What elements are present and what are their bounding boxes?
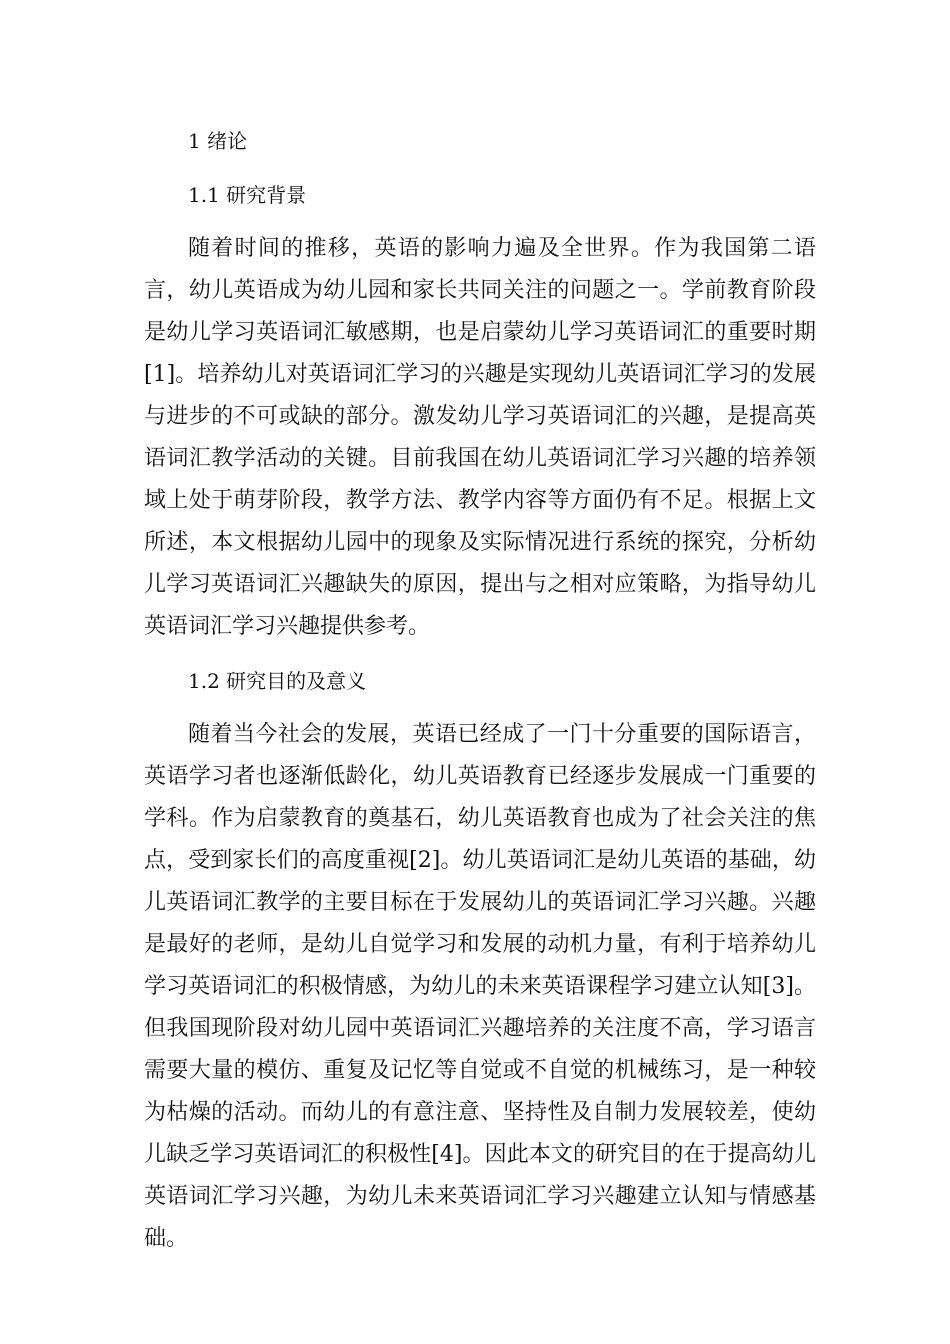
- document-body: [144, 120, 816, 1260]
- section-heading-1-1: 1.1 研究背景: [188, 183, 307, 207]
- section-heading-1-2: 1.2 研究目的及意义: [188, 669, 367, 693]
- chapter-heading: 1 绪论: [188, 129, 248, 153]
- paragraph-background: 随着时间的推移，英语的影响力遍及全世界。作为我国第二语言，幼儿英语成为幼儿园和家长共同关注的问题之一。学前教育阶段是幼儿学习英语词汇敏感期，也是启蒙幼儿学习英语词汇的重要时期[1]。培养幼儿对英语词汇学习的兴趣是实现幼儿英语词汇学习的发展与进步的不可或缺的部分。激发幼儿学习英语词汇的兴趣，是提高英语词汇教学活动的关键。目前我国在幼儿英语词汇学习兴趣的培养领域上处于萌芽阶段，教学方法、教学内容等方面仍有不足。根据上文所述，本文根据幼儿园中的现象及实际情况进行系统的探究，分析幼儿学习英语词汇兴趣缺失的原因，提出与之相对应策略，为指导幼儿英语词汇学习兴趣提供参考。: [144, 236, 816, 639]
- paragraph-purpose: 随着当今社会的发展，英语已经成了一门十分重要的国际语言，英语学习者也逐渐低龄化，幼儿英语教育已经逐步发展成一门重要的学科。作为启蒙教育的奠基石，幼儿英语教育也成为了社会关注的焦点，受到家长们的高度重视[2]。幼儿英语词汇是幼儿英语的基础，幼儿英语词汇教学的主要目标在于发展幼儿的英语词汇学习兴趣。兴趣是最好的老师，是幼儿自觉学习和发展的动机力量，有利于培养幼儿学习英语词汇的积极情感，为幼儿的未来英语课程学习建立认知[3]。但我国现阶段对幼儿园中英语词汇兴趣培养的关注度不高，学习语言需要大量的模仿、重复及记忆等自觉或不自觉的机械练习，是一种较为枯燥的活动。而幼儿的有意注意、坚持性及自制力发展较差，使幼儿缺乏学习英语词汇的积极性[4]。因此本文的研究目的在于提高幼儿英语词汇学习兴趣，为幼儿未来英语词汇学习兴趣建立认知与情感基础。: [144, 722, 816, 1251]
